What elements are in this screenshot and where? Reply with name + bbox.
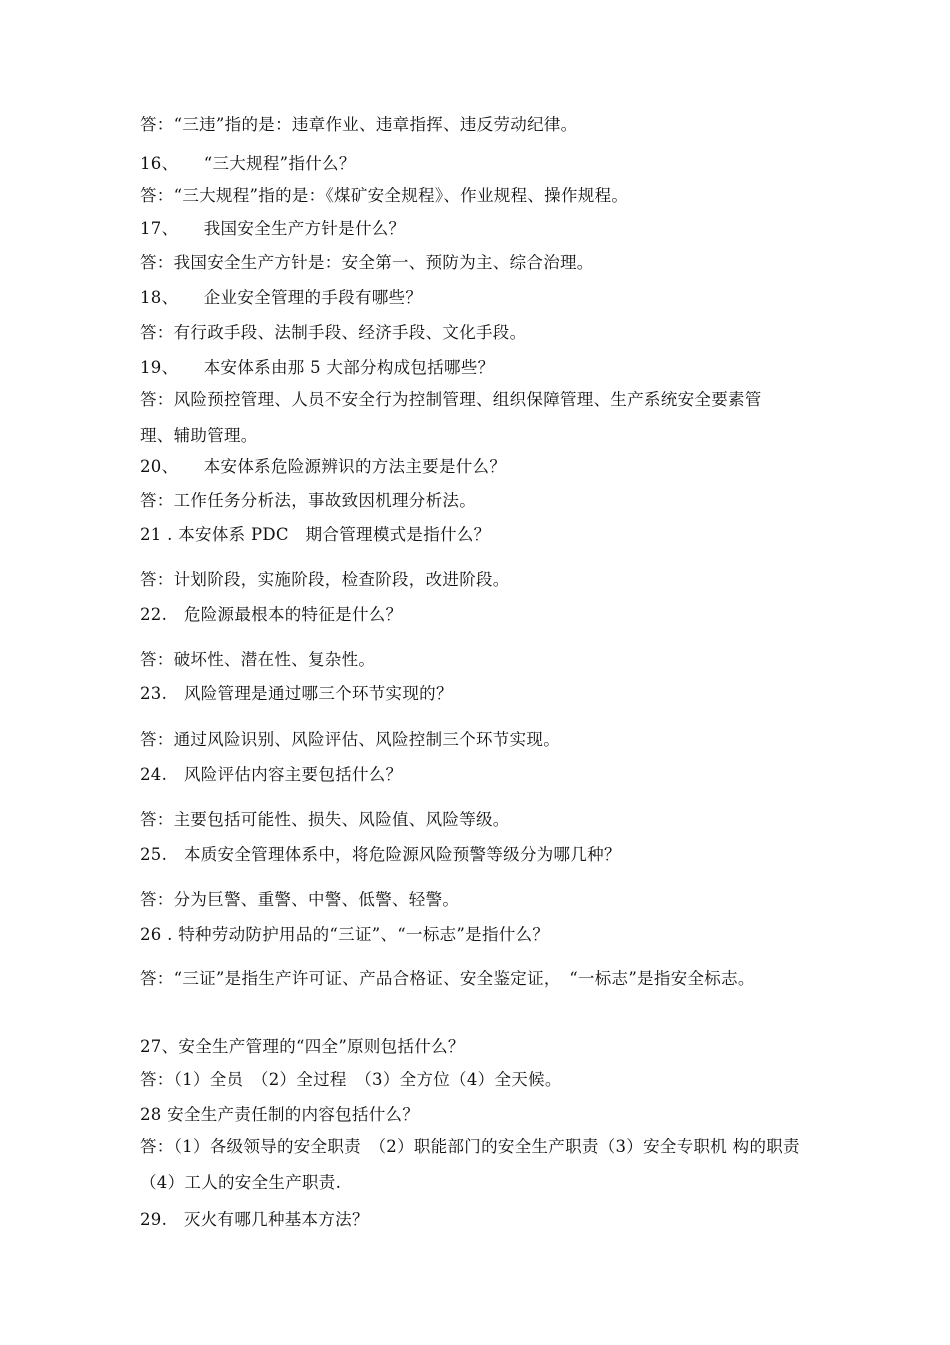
question-29: 29. 灭火有哪几种基本方法？ — [140, 1210, 369, 1229]
question-27: 27、安全生产管理的“四全”原则包括什么？ — [140, 1037, 465, 1056]
question-22: 22. 危险源最根本的特征是什么？ — [140, 605, 403, 624]
answer-23: 答：通过风险识别、风险评估、风险控制三个环节实现。 — [140, 730, 560, 749]
answer-21: 答：计划阶段，实施阶段，检查阶段，改进阶段。 — [140, 570, 510, 589]
question-17: 17、 我国安全生产方针是什么？ — [140, 219, 406, 238]
answer-22: 答：破坏性、潜在性、复杂性。 — [140, 650, 376, 669]
answer-20: 答：工作任务分析法，事故致因机理分析法。 — [140, 491, 476, 510]
answer-17: 答：我国安全生产方针是：安全第一、预防为主、综合治理。 — [140, 253, 594, 272]
question-25: 25. 本质安全管理体系中，将危险源风险预警等级分为哪几种？ — [140, 845, 621, 864]
answer-28: 答：（1）各级领导的安全职责 （2）职能部门的安全生产职责（3）安全专职机 构的职责 （4）工人的安全生产职责. — [140, 1137, 817, 1192]
answer-27: 答：（1）全员 （2）全过程 （3）全方位（4）全天候。 — [140, 1070, 562, 1089]
question-16: 16、 “三大规程”指什么？ — [140, 154, 356, 173]
question-18: 18、 企业安全管理的手段有哪些？ — [140, 288, 423, 307]
question-19: 19、 本安体系由那 5 大部分构成包括哪些？ — [140, 358, 495, 377]
question-24: 24. 风险评估内容主要包括什么？ — [140, 765, 403, 784]
question-23: 23. 风险管理是通过哪三个环节实现的？ — [140, 684, 453, 703]
answer-15: 答：“三违”指的是：违章作业、违章指挥、违反劳动纪律。 — [140, 115, 578, 134]
answer-26: 答：“三证”是指生产许可证、产品合格证、安全鉴定证， “一标志”是指安全标志。 — [140, 969, 755, 988]
answer-24: 答：主要包括可能性、损失、风险值、风险等级。 — [140, 810, 510, 829]
answer-16: 答：“三大规程”指的是：《煤矿安全规程》、作业规程、操作规程。 — [140, 186, 629, 205]
answer-25: 答：分为巨警、重警、中警、低警、轻警。 — [140, 890, 460, 909]
answer-18: 答：有行政手段、法制手段、经济手段、文化手段。 — [140, 323, 527, 342]
question-28: 28 安全生产责任制的内容包括什么？ — [140, 1105, 420, 1124]
question-21: 21 . 本安体系 PDC 期合管理模式是指什么？ — [140, 525, 491, 544]
question-26: 26 . 特种劳动防护用品的“三证”、“一标志”是指什么？ — [140, 925, 550, 944]
answer-19: 答：风险预控管理、人员不安全行为控制管理、组织保障管理、生产系统安全要素管理、辅助管理。 — [140, 390, 762, 445]
question-20: 20、 本安体系危险源辨识的方法主要是什么？ — [140, 457, 507, 476]
